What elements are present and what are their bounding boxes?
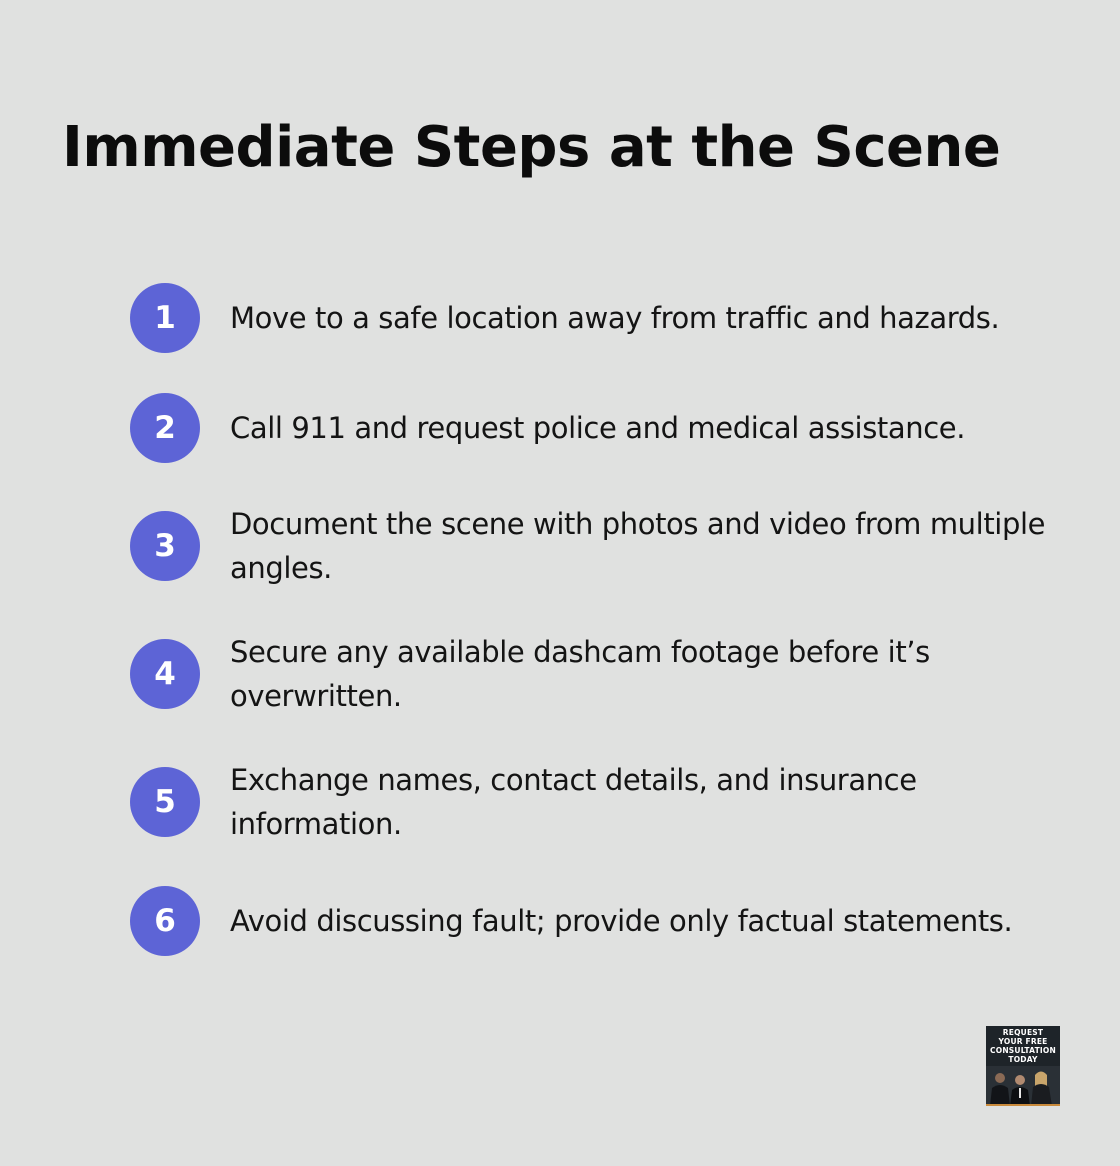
step-text: Call 911 and request police and medical assistance.	[230, 411, 966, 445]
page-title: Immediate Steps at the Scene	[62, 115, 1001, 180]
step-number-badge: 4	[130, 639, 200, 709]
step-text: Exchange names, contact details, and insurance information.	[230, 763, 917, 841]
step-item	[130, 502, 1090, 590]
step-item	[130, 283, 1090, 353]
step-text: Secure any available dashcam footage before it’s overwritten.	[230, 635, 930, 713]
step-item	[130, 886, 1090, 956]
cta-line: REQUEST	[1002, 1028, 1044, 1037]
step-text: Avoid discussing fault; provide only factual statements.	[230, 904, 1013, 938]
step-number-badge: 6	[130, 886, 200, 956]
step-number-badge: 5	[130, 767, 200, 837]
consultation-cta-badge[interactable]	[986, 1026, 1060, 1106]
step-number-badge: 3	[130, 511, 200, 581]
step-item	[130, 393, 1090, 463]
cta-line: YOUR FREE	[998, 1037, 1048, 1046]
cta-accent-border	[986, 1104, 1060, 1106]
cta-line: TODAY	[1008, 1055, 1038, 1064]
step-number-badge: 1	[130, 283, 200, 353]
cta-line: CONSULTATION	[990, 1046, 1056, 1055]
cta-text	[986, 1028, 1060, 1064]
step-text: Document the scene with photos and video from multiple angles.	[230, 507, 1046, 585]
step-number-badge: 2	[130, 393, 200, 463]
step-item	[130, 758, 1090, 846]
attorneys-photo	[986, 1066, 1060, 1106]
step-text: Move to a safe location away from traffic and hazards.	[230, 301, 1000, 335]
step-item	[130, 630, 1090, 718]
